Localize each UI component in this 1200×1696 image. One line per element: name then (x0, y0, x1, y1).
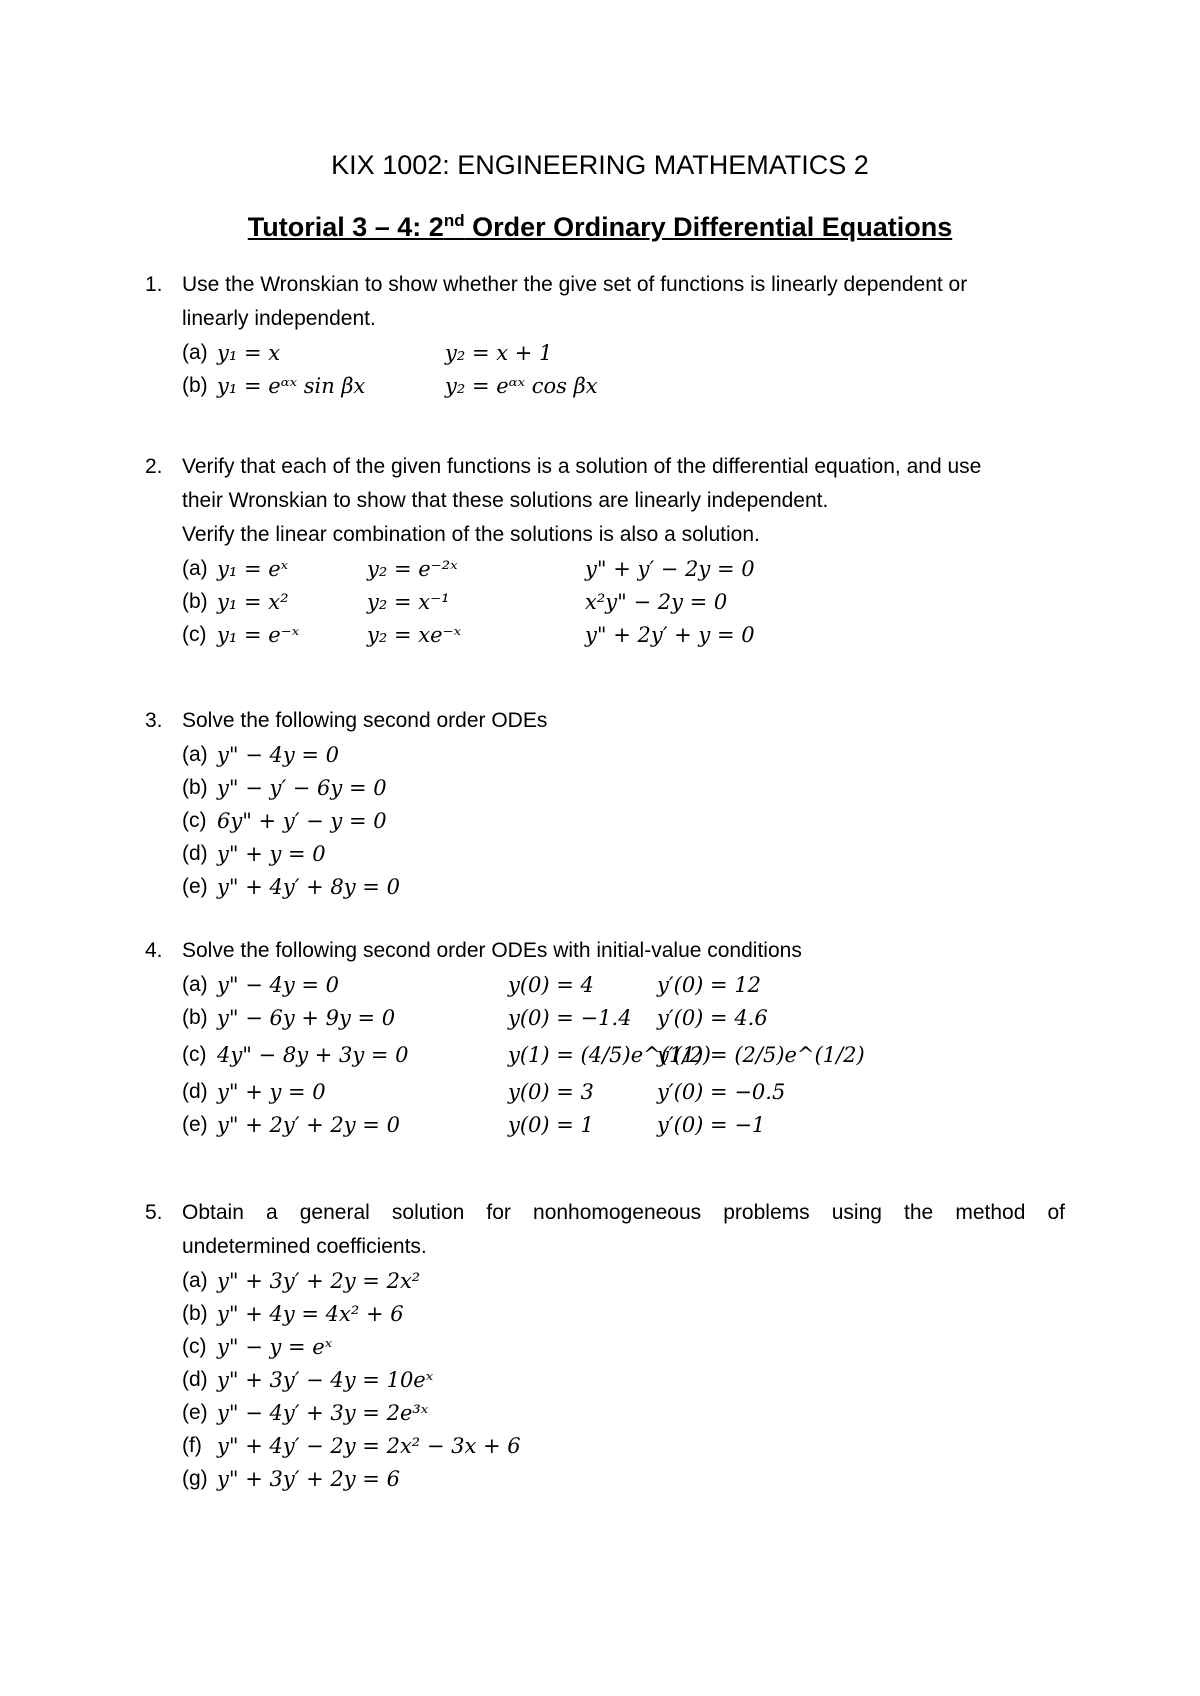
part-label: (b) (182, 590, 208, 613)
part-row (145, 837, 1065, 870)
question-5 (145, 1196, 1065, 1495)
question-number: 5. (145, 1201, 163, 1224)
tutorial-title-prefix: Tutorial 3 – 4: 2 (247, 212, 444, 242)
ode-equation: y" − 6y + 9y = 0 (217, 1006, 396, 1030)
initial-condition-2: y′(0) = −0.5 (657, 1080, 786, 1104)
question-text: their Wronskian to show that these solutions are linearly independent. (182, 489, 829, 512)
function-y1: y₁ = e⁻ˣ (217, 623, 300, 647)
initial-condition-2: y′(1) = (2/5)e^(1/2) (657, 1043, 865, 1067)
ode-equation: y" + 4y′ − 2y = 2x² − 3x + 6 (217, 1434, 521, 1458)
function-y1: y₁ = eᵅˣ sin βx (217, 374, 366, 398)
part-row (145, 585, 1065, 618)
part-row (145, 968, 1065, 1001)
question-3 (145, 704, 1065, 903)
part-row (145, 1363, 1065, 1396)
part-label: (c) (182, 1043, 207, 1066)
initial-condition-1: y(1) = (4/5)e^(1/2) (508, 1043, 711, 1067)
initial-condition-2: y′(0) = 4.6 (657, 1006, 768, 1030)
question-text: Verify the linear combination of the solutions is also a solution. (182, 523, 760, 546)
tutorial-title (0, 212, 1200, 243)
ode-equation: y" + 3y′ + 2y = 2x² (217, 1269, 421, 1293)
question-number: 4. (145, 939, 163, 962)
part-label: (d) (182, 842, 208, 865)
ode-equation: y" − y′ − 6y = 0 (217, 776, 387, 800)
part-row (145, 1462, 1065, 1495)
question-1 (145, 268, 1065, 402)
function-y2: y₂ = e⁻²ˣ (367, 557, 458, 581)
function-y1: y₁ = x (217, 341, 281, 365)
part-row (145, 1108, 1065, 1141)
part-row (145, 1264, 1065, 1297)
part-label: (d) (182, 1080, 208, 1103)
question-text: Solve the following second order ODEs with initial-value conditions (182, 939, 802, 962)
differential-equation: y" + y′ − 2y = 0 (585, 557, 755, 581)
ode-equation: y" + 4y′ + 8y = 0 (217, 875, 400, 899)
part-label: (f) (182, 1434, 202, 1457)
part-row (145, 1429, 1065, 1462)
ode-equation: y" − 4y′ + 3y = 2e³ˣ (217, 1401, 429, 1425)
initial-condition-1: y(0) = 4 (508, 973, 594, 997)
ode-equation: y" + 3y′ − 4y = 10eˣ (217, 1368, 434, 1392)
part-label: (e) (182, 1113, 208, 1136)
part-row (145, 1001, 1065, 1034)
ode-equation: y" − y = eˣ (217, 1335, 333, 1359)
ode-equation: y" + 2y′ + 2y = 0 (217, 1113, 400, 1137)
ode-equation: 4y" − 8y + 3y = 0 (217, 1043, 409, 1067)
initial-condition-1: y(0) = 3 (508, 1080, 594, 1104)
part-row (145, 369, 1065, 402)
part-label: (c) (182, 1335, 207, 1358)
initial-condition-1: y(0) = 1 (508, 1113, 594, 1137)
initial-condition-2: y′(0) = −1 (657, 1113, 766, 1137)
part-label: (b) (182, 1006, 208, 1029)
part-label: (d) (182, 1368, 208, 1391)
part-label: (e) (182, 875, 208, 898)
differential-equation: x²y" − 2y = 0 (585, 590, 728, 614)
ode-equation: 6y" + y′ − y = 0 (217, 809, 387, 833)
question-text: Use the Wronskian to show whether the give set of functions is linearly dependent or (182, 273, 968, 296)
part-row (145, 738, 1065, 771)
ode-equation: y" − 4y = 0 (217, 743, 340, 767)
course-title: KIX 1002: ENGINEERING MATHEMATICS 2 (331, 150, 869, 180)
function-y1: y₁ = eˣ (217, 557, 289, 581)
differential-equation: y" + 2y′ + y = 0 (585, 623, 755, 647)
part-label: (c) (182, 623, 207, 646)
function-y1: y₁ = x² (217, 590, 289, 614)
part-label: (b) (182, 374, 208, 397)
question-number: 2. (145, 455, 163, 478)
part-label: (a) (182, 743, 208, 766)
question-number: 3. (145, 709, 163, 732)
initial-condition-1: y(0) = −1.4 (508, 1006, 632, 1030)
part-row (145, 804, 1065, 837)
part-label: (e) (182, 1401, 208, 1424)
part-row (145, 618, 1065, 651)
part-row (145, 1075, 1065, 1108)
part-label: (c) (182, 809, 207, 832)
part-row (145, 552, 1065, 585)
function-y2: y₂ = xe⁻ˣ (367, 623, 462, 647)
ode-equation: y" + 4y = 4x² + 6 (217, 1302, 404, 1326)
part-row (145, 1396, 1065, 1429)
part-label: (a) (182, 973, 208, 996)
function-y2: y₂ = x + 1 (445, 341, 553, 365)
part-label: (g) (182, 1467, 208, 1490)
initial-condition-2: y′(0) = 12 (657, 973, 762, 997)
ode-equation: y" + y = 0 (217, 842, 326, 866)
question-text: Verify that each of the given functions is a solution of the differential equation, and use (182, 455, 982, 478)
ode-equation: y" + y = 0 (217, 1080, 326, 1104)
question-number: 1. (145, 273, 163, 296)
part-label: (b) (182, 776, 208, 799)
question-text: Obtain a general solution for nonhomogeneous problems using the method of (182, 1201, 1065, 1224)
ode-equation: y" + 3y′ + 2y = 6 (217, 1467, 400, 1491)
question-text: undetermined coefficients. (182, 1235, 427, 1258)
part-row (145, 771, 1065, 804)
part-row (145, 1297, 1065, 1330)
part-row (145, 1330, 1065, 1363)
part-label: (a) (182, 557, 208, 580)
question-text: Solve the following second order ODEs (182, 709, 548, 732)
part-label: (b) (182, 1302, 208, 1325)
function-y2: y₂ = eᵅˣ cos βx (445, 374, 598, 398)
part-label: (a) (182, 1269, 208, 1292)
ode-equation: y" − 4y = 0 (217, 973, 340, 997)
function-y2: y₂ = x⁻¹ (367, 590, 450, 614)
question-4 (145, 934, 1065, 1141)
question-2 (145, 450, 1065, 651)
question-text: linearly independent. (182, 307, 376, 330)
part-label: (a) (182, 341, 208, 364)
part-row (145, 1034, 1065, 1075)
tutorial-title-suffix: Order Ordinary Differential Equations (464, 212, 953, 242)
part-row (145, 336, 1065, 369)
part-row (145, 870, 1065, 903)
tutorial-title-sup: nd (443, 211, 465, 230)
